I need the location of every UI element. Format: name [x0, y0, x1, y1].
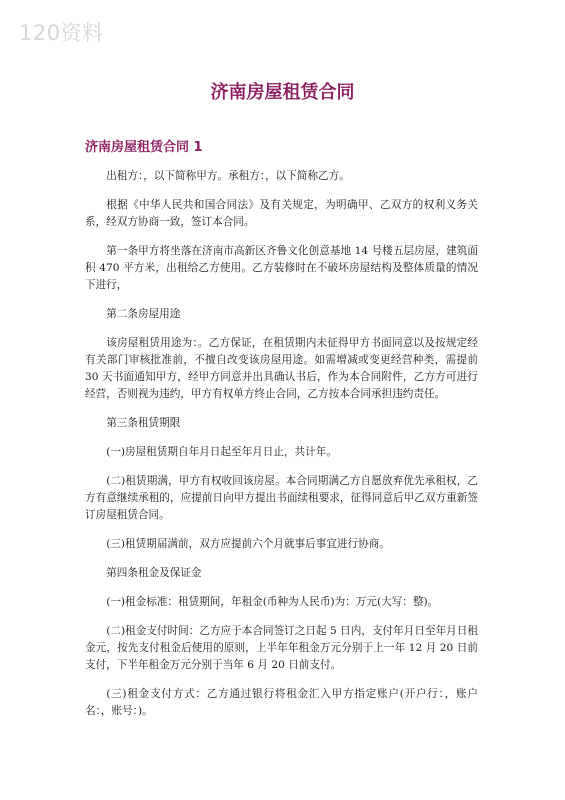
- paragraph-parties: 出租方：，以下简称甲方。承租方：，以下简称乙方。: [106, 170, 350, 182]
- paragraph-usage: 该房屋租赁用途为：。乙方保证，在租赁期内未征得甲方书面同意以及按规定经有关部门审核批准前，不擅自改变该房屋用途。如需增减或变更经营种类，需提前 30 天书面通知甲方，经甲方同意并出具确认书后，作为本合同附件，乙方方可进行经营，否则视为违约，甲方有权单方终止合同，乙方按本合同承担违约责任。: [85, 337, 478, 400]
- paragraph-basis: 根据《中华人民共和国合同法》及有关规定，为明确甲、乙双方的权利义务关系，经双方协商一致，签订本合同。: [85, 199, 478, 228]
- paragraph-rent-1: (一)租金标准：租赁期间，年租金(币种为人民币)为：万元(大写：整)。: [106, 596, 439, 608]
- watermark-logo: 120资料: [19, 21, 104, 45]
- paragraph-rent-2: (二)租金支付时间：乙方应于本合同签订之日起 5 日内，支付年月日至年月日租金元，按先支付租金后使用的原则，上半年年租金万元分别于上一年 12 月 20 日前支付，下半年租金万元分别于当年 6 月 20 日前支付。: [85, 625, 478, 671]
- paragraph-term-3: (三)租赁期届满前，双方应提前六个月就事后事宜进行协商。: [106, 538, 390, 550]
- paragraph-rent-3: (三)租金支付方式：乙方通过银行将租金汇入甲方指定账户(开户行：，账户名：，账号：)。: [85, 688, 478, 717]
- section-title: 济南房屋租赁合同 1: [85, 140, 203, 155]
- paragraph-term-2: (二)租赁期满，甲方有权收回该房屋。本合同期满乙方自愿放弃优先承租权，乙方有意继续承租的，应提前日向甲方提出书面续租要求，征得同意后甲乙双方重新签订房屋租赁合同。: [85, 475, 478, 521]
- heading-article-2: 第二条房屋用途: [106, 308, 181, 320]
- paragraph-term-1: (一)房屋租赁期自年月日起至年月日止，共计年。: [106, 446, 337, 458]
- heading-article-4: 第四条租金及保证金: [106, 567, 202, 579]
- document-title: 济南房屋租赁合同: [210, 82, 355, 103]
- paragraph-article-1: 第一条甲方将坐落在济南市高新区齐鲁文化创意基地 14 号楼五层房屋，建筑面积 470 平方米，出租给乙方使用。乙方装修时在不破坏房屋结构及整体质量的情况下进行，: [85, 245, 478, 291]
- contract-body: [85, 168, 478, 732]
- heading-article-3: 第三条租赁期限: [106, 417, 181, 429]
